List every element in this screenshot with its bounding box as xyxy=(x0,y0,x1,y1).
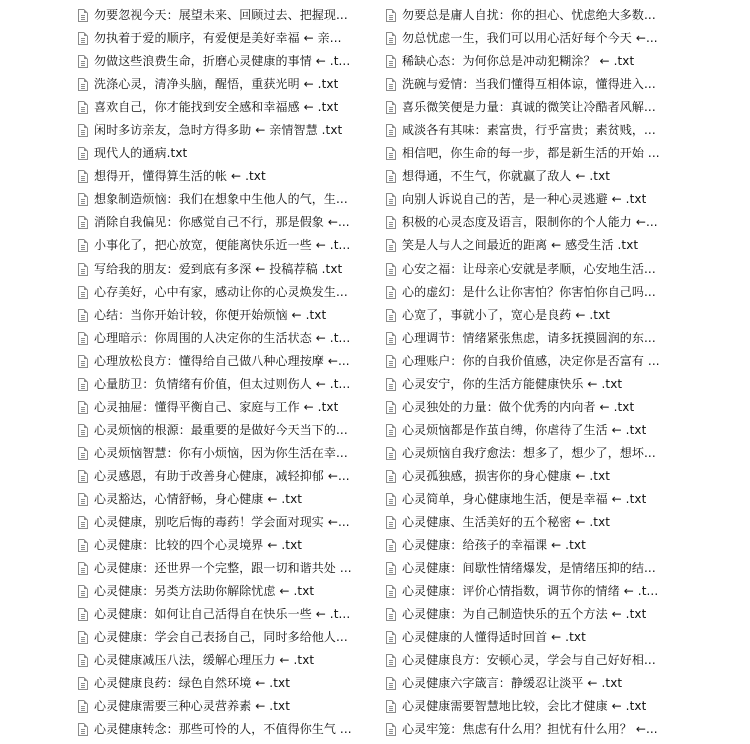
file-name: 心灵健康需要三种心灵营养素 ← .txt xyxy=(94,699,291,714)
file-name: 心的虚幻：是什么让你害怕？你害怕你自己吗... xyxy=(402,284,656,299)
text-file-icon xyxy=(78,677,88,690)
file-item[interactable] xyxy=(386,4,676,27)
file-name: 心量肪卫：负情绪有价值，但太过则伤人 ← .t... xyxy=(94,376,351,391)
file-list xyxy=(0,4,750,740)
text-file-icon xyxy=(78,101,88,114)
file-item[interactable] xyxy=(78,211,368,234)
file-item[interactable] xyxy=(386,96,676,119)
text-file-icon xyxy=(78,700,88,713)
file-item[interactable] xyxy=(78,96,368,119)
text-file-icon xyxy=(78,9,88,22)
file-item[interactable] xyxy=(386,534,676,557)
file-item[interactable] xyxy=(386,119,676,142)
text-file-icon xyxy=(386,101,396,114)
file-item[interactable] xyxy=(78,27,368,50)
file-name: 心结：当你开始计较，你便开始烦恼 ← .txt xyxy=(94,307,327,322)
text-file-icon xyxy=(78,608,88,621)
text-file-icon xyxy=(78,447,88,460)
file-name: 想象制造烦恼：我们在想象中生他人的气，生... xyxy=(94,192,348,207)
file-item[interactable] xyxy=(78,119,368,142)
file-name: 心理暗示：你周围的人决定你的生活状态 ← .t... xyxy=(94,330,351,345)
text-file-icon xyxy=(386,631,396,644)
text-file-icon xyxy=(78,147,88,160)
text-file-icon xyxy=(78,401,88,414)
file-name: 心灵抽屉：懂得平衡自己、家庭与工作 ← .txt xyxy=(94,399,339,414)
file-item[interactable] xyxy=(78,626,368,649)
file-item[interactable] xyxy=(386,211,676,234)
file-item[interactable] xyxy=(78,350,368,373)
file-item[interactable] xyxy=(78,50,368,73)
file-name: 勿总忧虑一生，我们可以用心活好每个今天 ←... xyxy=(402,31,658,46)
text-file-icon xyxy=(386,239,396,252)
file-name: 闲时多访亲友，急时方得多助 ← 亲情智慧 .txt xyxy=(94,123,343,138)
text-file-icon xyxy=(78,32,88,45)
text-file-icon xyxy=(386,78,396,91)
text-file-icon xyxy=(386,170,396,183)
file-item[interactable] xyxy=(78,258,368,281)
file-name: 积极的心灵态度及语言，限制你的个人能力 ←... xyxy=(402,215,658,230)
file-item[interactable] xyxy=(78,281,368,304)
file-item[interactable] xyxy=(78,419,368,442)
file-name: 勿执着于爱的顺序，有爱便是美好幸福 ← 亲... xyxy=(94,31,342,46)
text-file-icon xyxy=(78,493,88,506)
file-name: 心灵牢笼：焦虑有什么用？担忧有什么用？ ←... xyxy=(402,722,658,737)
file-item[interactable] xyxy=(386,50,676,73)
file-item[interactable] xyxy=(78,488,368,511)
file-name: 写给我的朋友：爱到底有多深 ← 投稿荐稿 .txt xyxy=(94,261,343,276)
file-name: 现代人的通病.txt xyxy=(94,146,188,161)
text-file-icon xyxy=(78,539,88,552)
text-file-icon xyxy=(78,55,88,68)
file-item[interactable] xyxy=(386,626,676,649)
file-item[interactable] xyxy=(78,557,368,580)
text-file-icon xyxy=(386,677,396,690)
file-name: 心灵健康的人懂得适时回首 ← .txt xyxy=(402,630,586,645)
file-item[interactable] xyxy=(386,718,676,741)
text-file-icon xyxy=(78,585,88,598)
text-file-icon xyxy=(386,193,396,206)
file-name: 心灵健康六字箴言：静缓忍让淡平 ← .txt xyxy=(402,676,623,691)
file-item[interactable] xyxy=(78,718,368,741)
file-name: 勿做这些浪费生命，折磨心灵健康的事情 ← .t... xyxy=(94,54,351,69)
file-name: 心理放松良方：懂得给自己做八种心理按摩 ←... xyxy=(94,353,350,368)
file-name: 心灵感恩，有助于改善身心健康，减轻抑郁 ←... xyxy=(94,468,350,483)
text-file-icon xyxy=(386,286,396,299)
file-item[interactable] xyxy=(78,396,368,419)
file-name: 勿要总是庸人自扰：你的担心、忧虑绝大多数... xyxy=(402,8,656,23)
file-name: 心灵健康需要智慧地比较，会比才健康 ← .txt xyxy=(402,699,647,714)
file-name: 勿要忽视今天：展望未来、回顾过去、把握现... xyxy=(94,8,348,23)
text-file-icon xyxy=(78,309,88,322)
file-name: 心灵豁达，心情舒畅，身心健康 ← .txt xyxy=(94,492,303,506)
file-name: 心灵健康良药：绿色自然环境 ← .txt xyxy=(94,676,291,691)
file-item[interactable] xyxy=(386,281,676,304)
file-item[interactable] xyxy=(78,603,368,626)
file-name: 想得开，懂得算生活的帐 ← .txt xyxy=(94,169,266,184)
file-item[interactable] xyxy=(386,350,676,373)
file-item[interactable] xyxy=(386,580,676,603)
text-file-icon xyxy=(78,286,88,299)
file-column-left xyxy=(78,4,368,742)
file-name: 心灵烦恼自我疗愈法：想多了，想少了，想坏... xyxy=(402,445,656,460)
text-file-icon xyxy=(386,263,396,276)
text-file-icon xyxy=(78,631,88,644)
file-name: 心灵孤独感，损害你的身心健康 ← .txt xyxy=(402,468,611,483)
file-item[interactable] xyxy=(78,511,368,534)
file-name: 心灵独处的力量：做个优秀的内向者 ← .txt xyxy=(402,399,635,414)
file-name: 相信吧，你生命的每一步，都是新生活的开始 ... xyxy=(402,146,660,161)
text-file-icon xyxy=(386,332,396,345)
file-name: 心灵健康良方：安顿心灵，学会与自己好好相... xyxy=(402,653,656,668)
file-name: 心灵健康：学会自己表扬自己，同时多给他人... xyxy=(94,630,348,645)
text-file-icon xyxy=(386,516,396,529)
file-item[interactable] xyxy=(78,373,368,396)
file-name: 想得通，不生气，你就赢了敌人 ← .txt xyxy=(402,169,611,184)
file-name: 喜欢自己，你才能找到安全感和幸福感 ← .txt xyxy=(94,100,339,115)
text-file-icon xyxy=(386,424,396,437)
file-name: 洗涤心灵，清净头脑，醒悟，重获光明 ← .txt xyxy=(94,77,339,92)
file-name: 稀缺心态：为何你总是冲动犯糊涂？ ← .txt xyxy=(402,54,635,69)
file-name: 小事化了，把心放宽，便能离快乐近一些 ← .t... xyxy=(94,238,351,253)
file-name: 笑是人与人之间最近的距离 ← 感受生活 .txt xyxy=(402,238,639,253)
file-name: 心安之福：让母亲心安就是孝顺，心安地生活... xyxy=(402,261,656,276)
file-item[interactable] xyxy=(386,373,676,396)
file-name: 心灵健康：如何让自己活得自在快乐一些 ← .t... xyxy=(94,607,351,622)
text-file-icon xyxy=(78,654,88,667)
file-name: 心灵烦恼的根源：最重要的是做好今天当下的... xyxy=(94,422,348,437)
file-name: 咸淡各有其味：素富贵，行乎富贵；素贫贱，... xyxy=(402,123,656,138)
text-file-icon xyxy=(78,239,88,252)
file-item[interactable] xyxy=(386,649,676,672)
file-item[interactable] xyxy=(386,304,676,327)
file-name: 心灵健康：评价心情指数，调节你的情绪 ← .t... xyxy=(402,584,659,599)
file-item[interactable] xyxy=(78,327,368,350)
file-item[interactable] xyxy=(78,534,368,557)
text-file-icon xyxy=(78,378,88,391)
file-name: 心灵烦恼都是作茧自缚，你虐待了生活 ← .txt xyxy=(402,422,647,437)
file-item[interactable] xyxy=(78,165,368,188)
text-file-icon xyxy=(386,562,396,575)
file-item[interactable] xyxy=(78,188,368,211)
file-item[interactable] xyxy=(386,165,676,188)
file-item[interactable] xyxy=(78,73,368,96)
text-file-icon xyxy=(386,608,396,621)
file-name: 心理账户：你的自我价值感，决定你是否富有 ... xyxy=(402,353,660,368)
text-file-icon xyxy=(386,124,396,137)
file-name: 心灵健康：还世界一个完整，跟一切和谐共处 ... xyxy=(94,561,352,576)
text-file-icon xyxy=(78,355,88,368)
file-item[interactable] xyxy=(386,27,676,50)
text-file-icon xyxy=(78,124,88,137)
text-file-icon xyxy=(78,516,88,529)
text-file-icon xyxy=(78,193,88,206)
file-item[interactable] xyxy=(386,258,676,281)
text-file-icon xyxy=(386,654,396,667)
text-file-icon xyxy=(386,9,396,22)
file-item[interactable] xyxy=(386,511,676,534)
text-file-icon xyxy=(386,470,396,483)
text-file-icon xyxy=(78,424,88,437)
file-item[interactable] xyxy=(386,142,676,165)
text-file-icon xyxy=(78,78,88,91)
text-file-icon xyxy=(78,723,88,736)
file-item[interactable] xyxy=(78,4,368,27)
file-item[interactable] xyxy=(386,419,676,442)
file-name: 心存美好，心中有家，感动让你的心灵焕发生... xyxy=(94,284,348,299)
file-item[interactable] xyxy=(386,695,676,718)
text-file-icon xyxy=(78,216,88,229)
file-name: 心理调节：情绪紧张焦虑，请多抚摸圆润的东... xyxy=(402,330,656,345)
text-file-icon xyxy=(78,263,88,276)
file-name: 心宽了，事就小了，宽心是良药 ← .txt xyxy=(402,307,611,322)
file-item[interactable] xyxy=(78,672,368,695)
text-file-icon xyxy=(386,355,396,368)
file-item[interactable] xyxy=(386,442,676,465)
file-item[interactable] xyxy=(386,396,676,419)
text-file-icon xyxy=(386,447,396,460)
file-name: 心灵简单，身心健康地生活，便是幸福 ← .txt xyxy=(402,492,647,506)
text-file-icon xyxy=(386,216,396,229)
text-file-icon xyxy=(386,493,396,506)
file-name: 向别人诉说自己的苦，是一种心灵逃避 ← .txt xyxy=(402,192,647,207)
file-item[interactable] xyxy=(78,304,368,327)
file-item[interactable] xyxy=(78,142,368,165)
text-file-icon xyxy=(386,309,396,322)
file-item[interactable] xyxy=(386,603,676,626)
file-name: 喜乐微笑便是力量：真诚的微笑让冷酷者风解... xyxy=(402,100,656,115)
file-name: 洗碗与爱情：当我们懂得互相体谅，懂得进入... xyxy=(402,77,656,92)
file-item[interactable] xyxy=(386,73,676,96)
file-name: 心灵安宁，你的生活方能健康快乐 ← .txt xyxy=(402,376,623,391)
text-file-icon xyxy=(78,562,88,575)
text-file-icon xyxy=(78,332,88,345)
file-name: 心灵烦恼智慧：你有小烦恼，因为你生活在幸... xyxy=(94,445,348,460)
text-file-icon xyxy=(386,378,396,391)
file-name: 心灵健康、生活美好的五个秘密 ← .txt xyxy=(402,515,611,530)
text-file-icon xyxy=(386,147,396,160)
file-name: 心灵健康：为自己制造快乐的五个方法 ← .txt xyxy=(402,607,647,622)
text-file-icon xyxy=(386,700,396,713)
file-item[interactable] xyxy=(386,465,676,488)
file-item[interactable] xyxy=(386,234,676,257)
text-file-icon xyxy=(386,401,396,414)
text-file-icon xyxy=(78,170,88,183)
file-name: 心灵健康减压八法，缓解心理压力 ← .txt xyxy=(94,653,315,668)
text-file-icon xyxy=(386,585,396,598)
file-name: 心灵健康：比较的四个心灵境界 ← .txt xyxy=(94,538,303,553)
file-name: 心灵健康：另类方法助你解除忧虑 ← .txt xyxy=(94,584,315,599)
file-item[interactable] xyxy=(386,672,676,695)
file-item[interactable] xyxy=(386,188,676,211)
file-item[interactable] xyxy=(78,695,368,718)
file-item[interactable] xyxy=(78,580,368,603)
text-file-icon xyxy=(386,32,396,45)
file-item[interactable] xyxy=(386,327,676,350)
file-name: 消除自我偏见：你感觉自己不行，那是假象 ←... xyxy=(94,215,350,230)
text-file-icon xyxy=(386,539,396,552)
file-item[interactable] xyxy=(78,442,368,465)
file-name: 心灵健康转念：那些可怜的人，不值得你生气 ... xyxy=(94,722,352,737)
file-column-right xyxy=(386,4,676,742)
file-item[interactable] xyxy=(386,488,676,511)
file-name: 心灵健康，别吃后悔的毒药！学会面对现实 ←... xyxy=(94,515,350,530)
file-item[interactable] xyxy=(386,557,676,580)
file-name: 心灵健康：间歇性情绪爆发，是情绪压抑的结... xyxy=(402,561,656,576)
file-item[interactable] xyxy=(78,649,368,672)
text-file-icon xyxy=(78,470,88,483)
file-name: 心灵健康：给孩子的幸福课 ← .txt xyxy=(402,538,586,553)
file-item[interactable] xyxy=(78,234,368,257)
text-file-icon xyxy=(386,55,396,68)
text-file-icon xyxy=(386,723,396,736)
file-item[interactable] xyxy=(78,465,368,488)
